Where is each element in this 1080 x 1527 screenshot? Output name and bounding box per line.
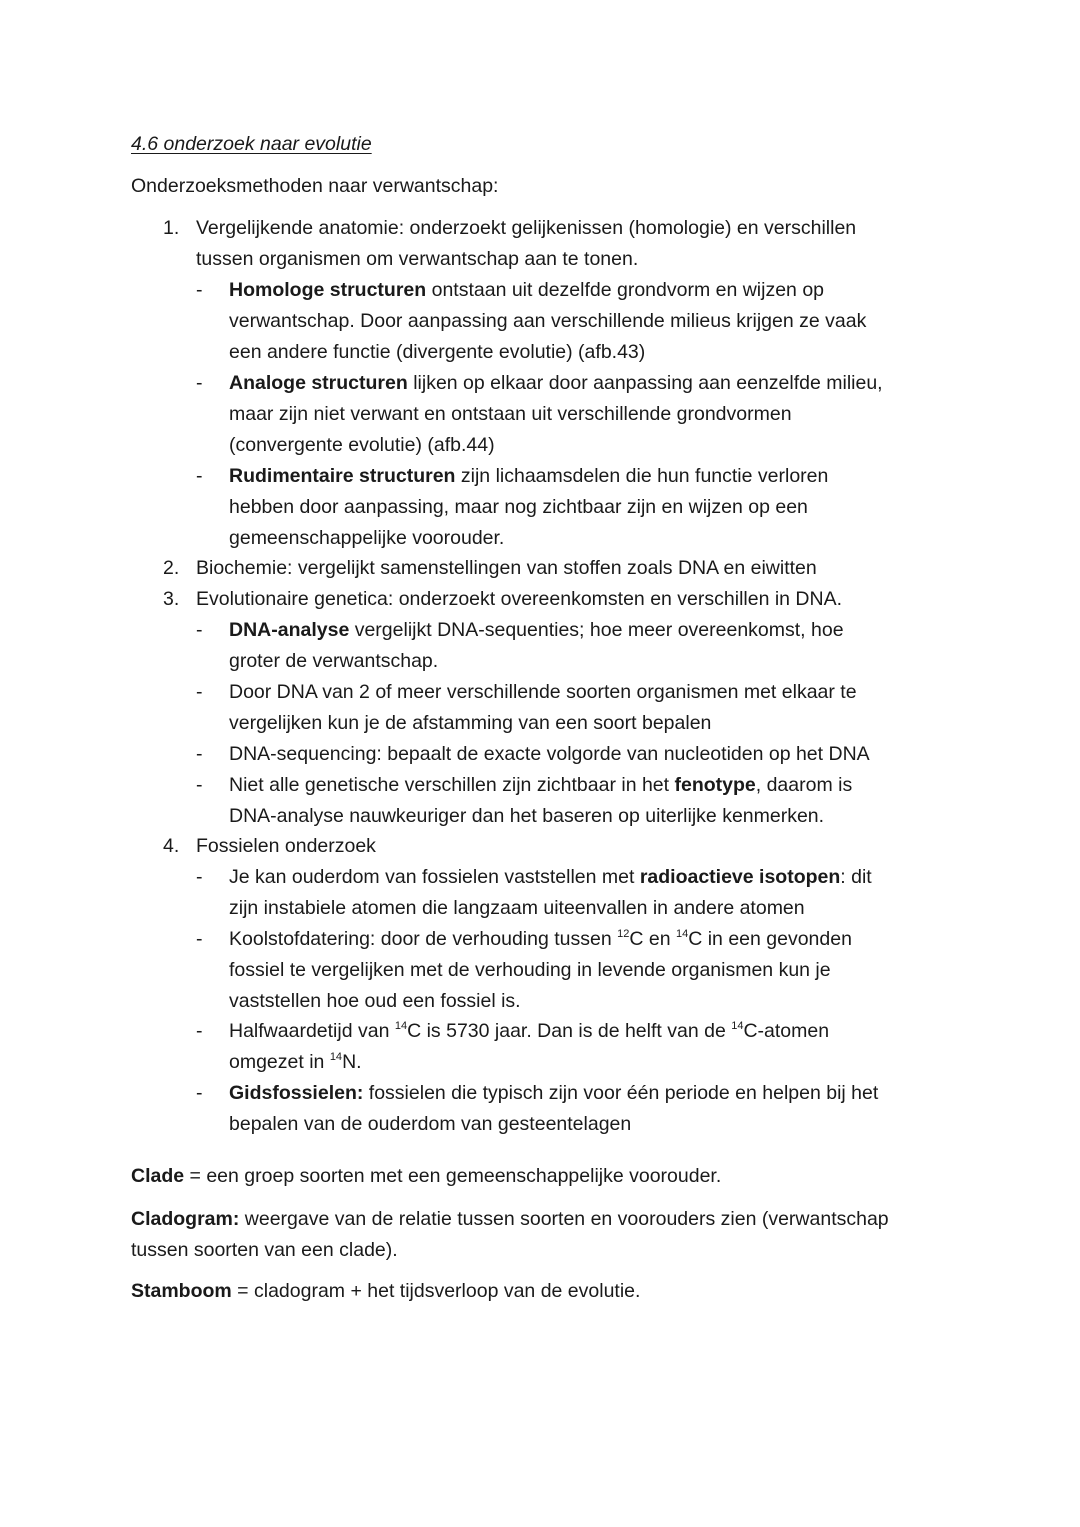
dash-bullet: - [196, 743, 203, 765]
list-item-text: Evolutionaire genetica: onderzoekt overeenkomsten en verschillen in DNA. [196, 588, 843, 610]
sub-list-item: Gidsfossielen: fossielen die typisch zijn voor één periode en helpen bij het [229, 1082, 879, 1104]
bold-term: fenotype [674, 774, 756, 796]
bold-term: Gidsfossielen: [229, 1082, 364, 1104]
sub-list-item: Koolstofdatering: door de verhouding tussen $^{12}$C en $^{14}$C in een gevonden [229, 928, 852, 950]
sub-list-item: Halfwaardetijd van $^{14}$C is 5730 jaar. Dan is de helft van de $^{14}$C-atomen [229, 1020, 830, 1042]
dash-bullet: - [196, 1020, 203, 1042]
sub-list-item-cont: vergelijken kun je de afstamming van een soort bepalen [229, 712, 712, 734]
definition-cladogram-cont: tussen soorten van een clade). [131, 1239, 398, 1261]
dash-bullet: - [196, 866, 203, 888]
sub-list-item-cont: zijn instabiele atomen die langzaam uiteenvallen in andere atomen [229, 897, 805, 919]
dash-bullet: - [196, 774, 203, 796]
sub-list-item: Je kan ouderdom van fossielen vaststellen met radioactieve isotopen: dit [229, 866, 872, 888]
bold-term: radioactieve isotopen [639, 866, 841, 888]
bold-term: Stamboom [131, 1280, 232, 1302]
list-number: 3. [163, 588, 180, 610]
section-heading: 4.6 onderzoek naar evolutie [131, 133, 372, 155]
sub-list-item-cont: vaststellen hoe oud een fossiel is. [229, 990, 521, 1012]
bold-term: Homologe structuren [229, 279, 427, 301]
dash-bullet: - [196, 465, 203, 487]
dash-bullet: - [196, 279, 203, 301]
bold-term: Rudimentaire structuren [229, 465, 456, 487]
dash-bullet: - [196, 619, 203, 641]
dash-bullet: - [196, 372, 203, 394]
list-number: 4. [163, 835, 180, 857]
dash-bullet: - [196, 681, 203, 703]
sub-list-item: Rudimentaire structuren zijn lichaamsdelen die hun functie verloren [229, 465, 829, 487]
sub-list-item: Door DNA van 2 of meer verschillende soorten organismen met elkaar te [229, 681, 857, 703]
definition-clade: Clade = een groep soorten met een gemeenschappelijke voorouder. [131, 1165, 722, 1187]
sub-list-item-cont: DNA-analyse nauwkeuriger dan het baseren op uiterlijke kenmerken. [229, 805, 825, 827]
dash-bullet: - [196, 1082, 203, 1104]
sub-list-item-cont: fossiel te vergelijken met de verhouding in levende organismen kun je [229, 959, 831, 981]
dash-bullet: - [196, 928, 203, 950]
sub-list-item: Analoge structuren lijken op elkaar door aanpassing aan eenzelfde milieu, [229, 372, 883, 394]
sub-list-item-cont: een andere functie (divergente evolutie) (afb.43) [229, 341, 646, 363]
bold-term: Clade [131, 1165, 185, 1187]
sub-list-item-cont: hebben door aanpassing, maar nog zichtbaar zijn en wijzen op een [229, 496, 808, 518]
list-item-text: Biochemie: vergelijkt samenstellingen van stoffen zoals DNA en eiwitten [196, 557, 817, 579]
list-item-text: Vergelijkende anatomie: onderzoekt gelijkenissen (homologie) en verschillen [196, 217, 857, 239]
definition-stamboom: Stamboom = cladogram + het tijdsverloop van de evolutie. [131, 1280, 641, 1302]
sub-list-item-cont: (convergente evolutie) (afb.44) [229, 434, 495, 456]
bold-term: DNA-analyse [229, 619, 350, 641]
definition-cladogram: Cladogram: weergave van de relatie tussen soorten en voorouders zien (verwantschap [131, 1208, 889, 1230]
list-item-text: Fossielen onderzoek [196, 835, 376, 857]
bold-term: Analoge structuren [229, 372, 408, 394]
intro-text: Onderzoeksmethoden naar verwantschap: [131, 175, 499, 197]
sub-list-item: DNA-sequencing: bepaalt de exacte volgorde van nucleotiden op het DNA [229, 743, 870, 765]
bold-term: Cladogram: [131, 1208, 240, 1230]
sub-list-item-cont: omgezet in $^{14}$N. [229, 1051, 362, 1073]
list-number: 2. [163, 557, 180, 579]
sub-list-item: Homologe structuren ontstaan uit dezelfde grondvorm en wijzen op [229, 279, 825, 301]
sub-list-item-cont: bepalen van de ouderdom van gesteentelagen [229, 1113, 632, 1135]
sub-list-item-cont: groter de verwantschap. [229, 650, 439, 672]
list-item-text: tussen organismen om verwantschap aan te tonen. [196, 248, 639, 270]
sub-list-item-cont: maar zijn niet verwant en ontstaan uit verschillende grondvormen [229, 403, 792, 425]
sub-list-item: DNA-analyse vergelijkt DNA-sequenties; hoe meer overeenkomst, hoe [229, 619, 844, 641]
sub-list-item-cont: gemeenschappelijke voorouder. [229, 527, 505, 549]
sub-list-item: Niet alle genetische verschillen zijn zichtbaar in het fenotype, daarom is [229, 774, 853, 796]
list-number: 1. [163, 217, 180, 239]
sub-list-item-cont: verwantschap. Door aanpassing aan verschillende milieus krijgen ze vaak [229, 310, 867, 332]
